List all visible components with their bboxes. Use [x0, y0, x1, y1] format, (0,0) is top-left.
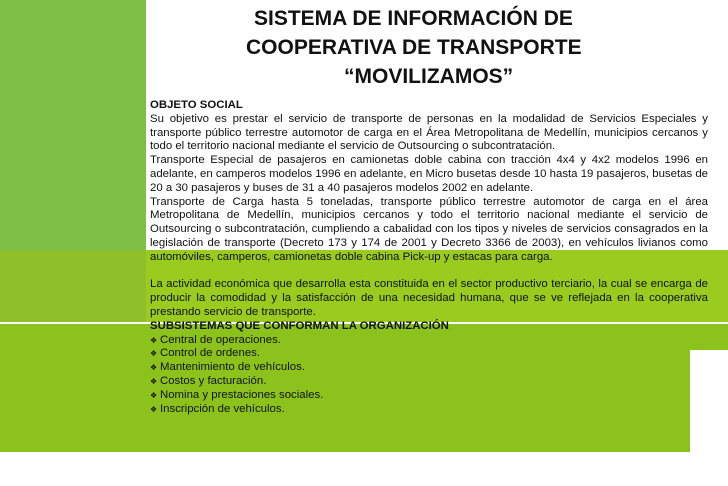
title-line-1: SISTEMA DE INFORMACIÓN DE	[254, 7, 573, 30]
list-item	[150, 347, 708, 361]
paragraph-objetivo: Su objetivo es prestar el servicio de transporte de personas en la modalidad de Servicios Especiales y transporte público terrestre automotor de carga en el Área Metropolitana de Medellín, municipios cercanos y todo el territorio nacional mediante el servicio de Outsourcing o subcontratación.	[150, 112, 708, 153]
list-item	[150, 334, 708, 348]
paragraph-actividad-economica: La actividad económica que desarrolla esta constituida en el sector productivo terciario, la cual se encarga de producir la comodidad y la satisfacción de una necesidad humana, que se ve reflejada en la cooperativa prestando servicio de transporte.	[150, 278, 708, 318]
list-item-label: Inscripción de vehículos.	[160, 402, 285, 415]
subsistemas-list	[150, 334, 708, 417]
title-line-2: COOPERATIVA DE TRANSPORTE	[246, 36, 582, 59]
diamond-bullet-icon: ❖	[150, 363, 158, 373]
diamond-bullet-icon: ❖	[150, 376, 158, 386]
list-item-label: Mantenimiento de vehículos.	[160, 361, 305, 374]
title-line-3: “MOVILIZAMOS”	[344, 65, 514, 88]
decorative-green-band	[0, 0, 146, 250]
paragraph-transporte-especial: Transporte Especial de pasajeros en camionetas doble cabina con tracción 4x4 y 4x2 modelos 1996 en adelante, en camperos modelos 1996 en adelante, en Micro busetas desde 10 hasta 19 pasajeros, busetas de 20 a 30 pasajeros y buses de 31 a 40 pasajeros modelos 2002 en adelante.	[150, 154, 708, 194]
list-item	[150, 361, 708, 375]
diamond-bullet-icon: ❖	[150, 349, 158, 359]
diamond-bullet-icon: ❖	[150, 335, 158, 345]
decorative-olive-band	[0, 250, 146, 324]
slide-content	[150, 99, 708, 416]
list-item-label: Nomina y prestaciones sociales.	[160, 388, 324, 401]
paragraph-transporte-carga: Transporte de Carga hasta 5 toneladas, transporte público terrestre automotor de carga en el área Metropolitana de Medellín, municipios cercanos y todo el territorio nacional mediante el servicio de Outsourcing o subcontratación, cumpliendo a cabalidad con los tipos y niveles de servicios consagrados en la legislación de transporte (Decreto 173 y 174 de 2001 y Decreto 3366 de 2003), en vehículos livianos como automóviles, camperos, camionetas doble cabina Pick-up y estacas para carga.	[150, 195, 708, 263]
list-item-label: Central de operaciones.	[160, 333, 281, 346]
objeto-social-heading: OBJETO SOCIAL	[150, 99, 243, 111]
diamond-bullet-icon: ❖	[150, 390, 158, 400]
list-item	[150, 403, 708, 417]
list-item-label: Costos y facturación.	[160, 374, 267, 387]
list-item-label: Control de ordenes.	[160, 347, 261, 360]
subsistemas-heading: SUBSISTEMAS QUE CONFORMAN LA ORGANIZACIÓN	[150, 319, 449, 332]
spacer	[150, 265, 708, 279]
list-item	[150, 389, 708, 403]
list-item	[150, 375, 708, 389]
page-title	[236, 4, 666, 91]
diamond-bullet-icon: ❖	[150, 404, 158, 414]
